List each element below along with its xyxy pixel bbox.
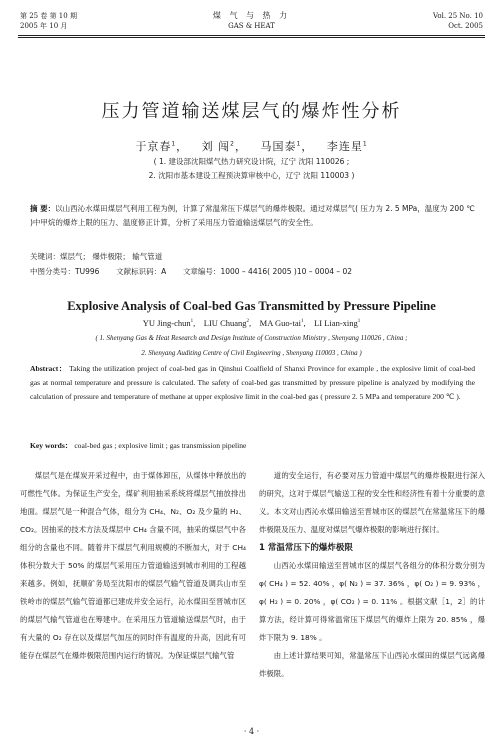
- abstract-label-en: Abstract：: [30, 364, 67, 373]
- author-affiliation-mark: 1: [190, 319, 194, 325]
- author-affiliation-mark: 1: [171, 140, 177, 148]
- author-name-en: MA Guo-tai: [259, 318, 301, 328]
- article-id-label: 文章编号：: [182, 267, 221, 276]
- abstract-en: [30, 362, 475, 404]
- author-affiliation-mark: 1: [357, 319, 361, 325]
- paper-title-en: Explosive Analysis of Coal-bed Gas Transmitted by Pressure Pipeline: [67, 299, 436, 313]
- body-column-right: [259, 467, 485, 683]
- abstract-cn: [30, 202, 475, 230]
- page-number: · 4 ·: [243, 727, 260, 736]
- affiliation-en-2: 2. Shenyang Auditing Centre of Civil Engineering , Shenyang 110003 , China ): [141, 349, 362, 357]
- body-column-left: [20, 467, 246, 665]
- keywords-text-en: coal-bed gas ; explosive limit ; gas transmission pipeline: [74, 441, 247, 450]
- author-affiliation-mark: 1: [296, 140, 302, 148]
- paper-title-cn: 压力管道输送煤层气的爆炸性分析: [101, 101, 402, 122]
- author-affiliation-mark: 2: [230, 140, 235, 148]
- journal-name-cn: 煤 气 与 热 力: [212, 11, 291, 20]
- journal-volume-en: [433, 11, 483, 31]
- header-rule-bottom: [18, 37, 485, 38]
- clc-number: TU996: [75, 267, 100, 276]
- author-affiliation-mark: 2: [246, 319, 250, 325]
- article-id: 1000 – 4416( 2005 )10 – 0004 – 02: [220, 267, 353, 276]
- issue-date-en: Oct. 2005: [448, 22, 483, 30]
- affiliation-cn-2: 2. 沈阳市基本建设工程预决算审核中心，辽宁 沈阳 110003 ): [148, 171, 355, 180]
- journal-name: [0, 11, 503, 31]
- journal-name-en: GAS & HEAT: [228, 22, 275, 30]
- author-list-en: YU Jing-chun$^1$, LIU Chuang$^2$, MA Guo-tai$^1$, LI Lian-xing$^1$: [142, 318, 361, 328]
- body-paragraph: 由上述计算结果可知，常温常压下山西沁水煤田的煤层气远离爆炸极限。: [259, 651, 485, 678]
- doc-code-label: 文献标识码：: [116, 267, 162, 276]
- author-name-en: LIU Chuang: [203, 318, 247, 328]
- keywords-text-cn: 煤层气； 爆炸极限； 输气管道: [60, 252, 163, 261]
- keywords-label-cn: 关键词：: [30, 252, 60, 261]
- author-name: 马国泰: [260, 140, 297, 153]
- author-name-en: LI Lian-xing: [314, 318, 358, 328]
- volume-issue-en: Vol. 25 No. 10: [432, 12, 483, 20]
- keywords-en: [30, 439, 475, 453]
- section-heading: 1 常温常压下的爆炸极限: [259, 543, 353, 553]
- author-affiliation-mark: 1: [300, 319, 304, 325]
- doc-code: A: [161, 267, 167, 276]
- author-name-en: YU Jing-chun: [142, 318, 191, 328]
- body-paragraph: 道的安全运行，有必要对压力管道中煤层气的爆炸极限进行深入的研究，这对于煤层气输送工程的安全性和经济性有着十分重要的意义。本文对山西沁水煤田输送至晋城市区的煤层气在常温常压下的爆炸极限及压力、温度对煤层气爆炸极限的影响进行探讨。: [259, 471, 485, 534]
- author-name: 于京春: [135, 140, 172, 153]
- author-list-cn: 于京春$^1$， 刘 闯$^2$， 马国泰$^1$， 李连星$^1$: [135, 140, 368, 153]
- abstract-label-cn: 摘 要：: [30, 204, 56, 213]
- header-rule-top: [18, 35, 485, 36]
- keywords-label-en: Key words：: [30, 441, 73, 450]
- volume-issue: 第 25 卷 第 10 期: [20, 12, 77, 20]
- abstract-text-cn: 以山西沁水煤田煤层气利用工程为例，计算了常温常压下煤层气的爆炸极限。通过对煤层气( 压力为 2. 5 MPa，温度为 200 ℃ )中甲烷的爆炸上限的压力、温度修正计算，分析了采用压力管道输送煤层气的安全性。: [30, 204, 475, 227]
- running-header: [0, 0, 503, 36]
- author-name: 刘 闯: [201, 140, 231, 153]
- keywords-cn: [30, 250, 475, 264]
- issue-date: 2005 年 10 月: [20, 22, 68, 30]
- body-paragraph: 煤层气是在煤炭开采过程中，由于煤体卸压，从煤体中释放出的可燃性气体。为保证生产安全，煤矿利用抽采系统将煤层气抽放排出地面。煤层气是一种混合气体，组分为 CH₄、N₂、O₂ 及少量的 H₂、CO₂。因抽采的技术方法及煤层中 CH₄ 含量不同，抽采的煤层气中各组分的含量也不同。随着井下煤层气利用规模的不断加大，对于 CH₄ 体积分数大于 50% 的煤层气采用压力管道输送到城市利用的工程越来越多。例如，抚顺矿务局至沈阳市的煤层气输气管道及调兵山市至铁岭市的煤层气输气管道都已建成并安全运行，沁水煤田至晋城市区的煤层气输气管道也在筹建中。在采用压力管道输送煤层气时，由于有大量的 O₂ 存在以及煤层气加压的同时伴有温度的升高，因此有可能存在煤层气在爆炸极限范围内运行的情况。为保证煤层气输气管: [20, 471, 246, 660]
- body-paragraph: 山西沁水煤田输送至晋城市区的煤层气各组分的体积分数分别为 φ( CH₄ ) = 52. 40% ，φ( N₂ ) = 37. 36% ，φ( O₂ ) = 9. 93% ，φ( H₂ ) = 0. 20% ，φ( CO₂ ) = 0. 11% 。根据文献［1，2］的计算方法，经计算可得常温常压下煤层气的爆炸上限为 20. 85% ，爆炸下限为 9. 18% 。: [259, 561, 485, 642]
- classification-cn: [30, 265, 475, 279]
- affiliation-en-1: ( 1. Shenyang Gas & Heat Research and Design Institute of Construction Ministry , Shenyang 110026 , China ;: [95, 334, 408, 342]
- author-name: 李连星: [326, 140, 363, 153]
- affiliation-cn-1: ( 1. 建设部沈阳煤气热力研究设计院，辽宁 沈阳 110026 ;: [153, 157, 350, 166]
- abstract-text-en: Taking the utilization project of coal-bed gas in Qinshui Coalfield of Shanxi Province for example , the explosive limit of coal-bed gas at normal temperature and pressure is calculated. The safety of coal-bed gas transmitted by pressure pipeline is analyzed by modifying the calculation of pressure and temperature of methane at upper explosive limit in the coal-bed gas ( pressure 2. 5 MPa and temperature 200 ℃ ).: [30, 364, 476, 401]
- author-affiliation-mark: 1: [362, 140, 368, 148]
- clc-label: 中图分类号：: [30, 267, 75, 276]
